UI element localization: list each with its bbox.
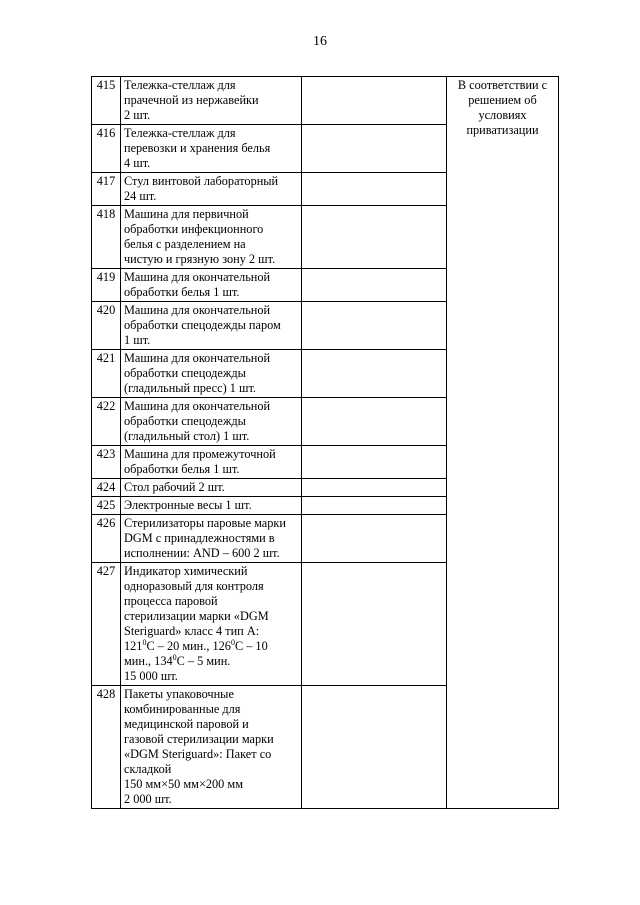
row-number: 427	[92, 563, 121, 686]
row-number: 428	[92, 686, 121, 809]
item-name-line: одноразовый для контроля	[124, 579, 264, 593]
empty-cell	[302, 515, 447, 563]
item-name-line: Электронные весы 1 шт.	[124, 498, 252, 512]
item-name	[121, 206, 302, 269]
row-number: 421	[92, 350, 121, 398]
item-name	[121, 686, 302, 809]
item-name-line: 24 шт.	[124, 189, 157, 203]
item-name-line: обработки спецодежды паром	[124, 318, 281, 332]
item-name	[121, 479, 302, 497]
row-number: 418	[92, 206, 121, 269]
empty-cell	[302, 206, 447, 269]
item-name-line: Машина для промежуточной	[124, 447, 276, 461]
row-number: 416	[92, 125, 121, 173]
item-name-line: белья с разделением на	[124, 237, 246, 251]
row-number: 422	[92, 398, 121, 446]
row-number: 417	[92, 173, 121, 206]
item-name-line: обработки спецодежды	[124, 414, 246, 428]
item-name-line: складкой	[124, 762, 172, 776]
row-number: 425	[92, 497, 121, 515]
item-name-line: 15 000 шт.	[124, 669, 178, 683]
item-name-line: чистую и грязную зону 2 шт.	[124, 252, 276, 266]
empty-cell	[302, 77, 447, 125]
item-name-line: Машина для окончательной	[124, 351, 271, 365]
items-table-body	[92, 77, 559, 809]
item-name-line: 150 мм×50 мм×200 мм	[124, 777, 243, 791]
item-name-line: (гладильный стол) 1 шт.	[124, 429, 250, 443]
note-line: условиях	[478, 108, 527, 122]
item-name	[121, 398, 302, 446]
item-name	[121, 446, 302, 479]
row-number: 426	[92, 515, 121, 563]
row-number: 420	[92, 302, 121, 350]
item-name-line: газовой стерилизации марки	[124, 732, 274, 746]
empty-cell	[302, 350, 447, 398]
item-name-line: Стол рабочий 2 шт.	[124, 480, 225, 494]
note-line: приватизации	[466, 123, 539, 137]
item-name	[121, 302, 302, 350]
item-name-line: DGM с принадлежностями в	[124, 531, 275, 545]
item-name-line: прачечной из нержавейки	[124, 93, 259, 107]
item-name-line: 2 шт.	[124, 108, 151, 122]
item-name-line: Пакеты упаковочные	[124, 687, 234, 701]
item-name-line: Тележка-стеллаж для	[124, 126, 236, 140]
item-name-line: 2 000 шт.	[124, 792, 172, 806]
item-name-line: мин., $134^0С - 5$ мин.	[124, 652, 231, 668]
empty-cell	[302, 686, 447, 809]
row-number: 419	[92, 269, 121, 302]
item-name	[121, 563, 302, 686]
note-line: В соответствии с	[457, 78, 548, 92]
items-table	[91, 76, 559, 809]
table-row	[92, 77, 559, 125]
item-name-line: «DGM Steriguard»: Пакет со	[124, 747, 272, 761]
item-name	[121, 125, 302, 173]
row-number: 424	[92, 479, 121, 497]
item-name	[121, 515, 302, 563]
item-name-line: обработки белья 1 шт.	[124, 462, 240, 476]
item-name-line: медицинской паровой и	[124, 717, 249, 731]
item-name-line: обработки спецодежды	[124, 366, 246, 380]
item-name-line: (гладильный пресс) 1 шт.	[124, 381, 256, 395]
empty-cell	[302, 479, 447, 497]
item-name-line: исполнении: AND – 600 2 шт.	[124, 546, 280, 560]
privatization-note	[447, 77, 559, 809]
empty-cell	[302, 125, 447, 173]
item-name-line: Стерилизаторы паровые марки	[124, 516, 286, 530]
item-name-line: Машина для окончательной	[124, 270, 271, 284]
item-name-line: Машина для первичной	[124, 207, 249, 221]
item-name-line: обработки белья 1 шт.	[124, 285, 240, 299]
item-name	[121, 269, 302, 302]
empty-cell	[302, 446, 447, 479]
empty-cell	[302, 269, 447, 302]
empty-cell	[302, 173, 447, 206]
item-name-line: комбинированные для	[124, 702, 241, 716]
item-name-line: процесса паровой	[124, 594, 218, 608]
row-number: 415	[92, 77, 121, 125]
empty-cell	[302, 563, 447, 686]
empty-cell	[302, 398, 447, 446]
item-name-line: Стул винтовой лабораторный	[124, 174, 279, 188]
item-name-line: 1 шт.	[124, 333, 151, 347]
item-name	[121, 77, 302, 125]
item-name-line: стерилизации марки «DGM	[124, 609, 269, 623]
row-number: 423	[92, 446, 121, 479]
item-name-line: Машина для окончательной	[124, 399, 271, 413]
item-name	[121, 497, 302, 515]
item-name-line: обработки инфекционного	[124, 222, 264, 236]
item-name-line: Тележка-стеллаж для	[124, 78, 236, 92]
note-line: решением об	[468, 93, 537, 107]
item-name-line: 4 шт.	[124, 156, 151, 170]
item-name-line: Машина для окончательной	[124, 303, 271, 317]
item-name	[121, 173, 302, 206]
item-name	[121, 350, 302, 398]
item-name-line: $121^0С - 20$ мин., $126^0С - 10$	[124, 637, 268, 653]
item-name-line: Индикатор химический	[124, 564, 248, 578]
empty-cell	[302, 302, 447, 350]
item-name-line: Steriguard» класс 4 тип А:	[124, 624, 260, 638]
page-number: 16	[313, 34, 327, 49]
item-name-line: перевозки и хранения белья	[124, 141, 271, 155]
empty-cell	[302, 497, 447, 515]
